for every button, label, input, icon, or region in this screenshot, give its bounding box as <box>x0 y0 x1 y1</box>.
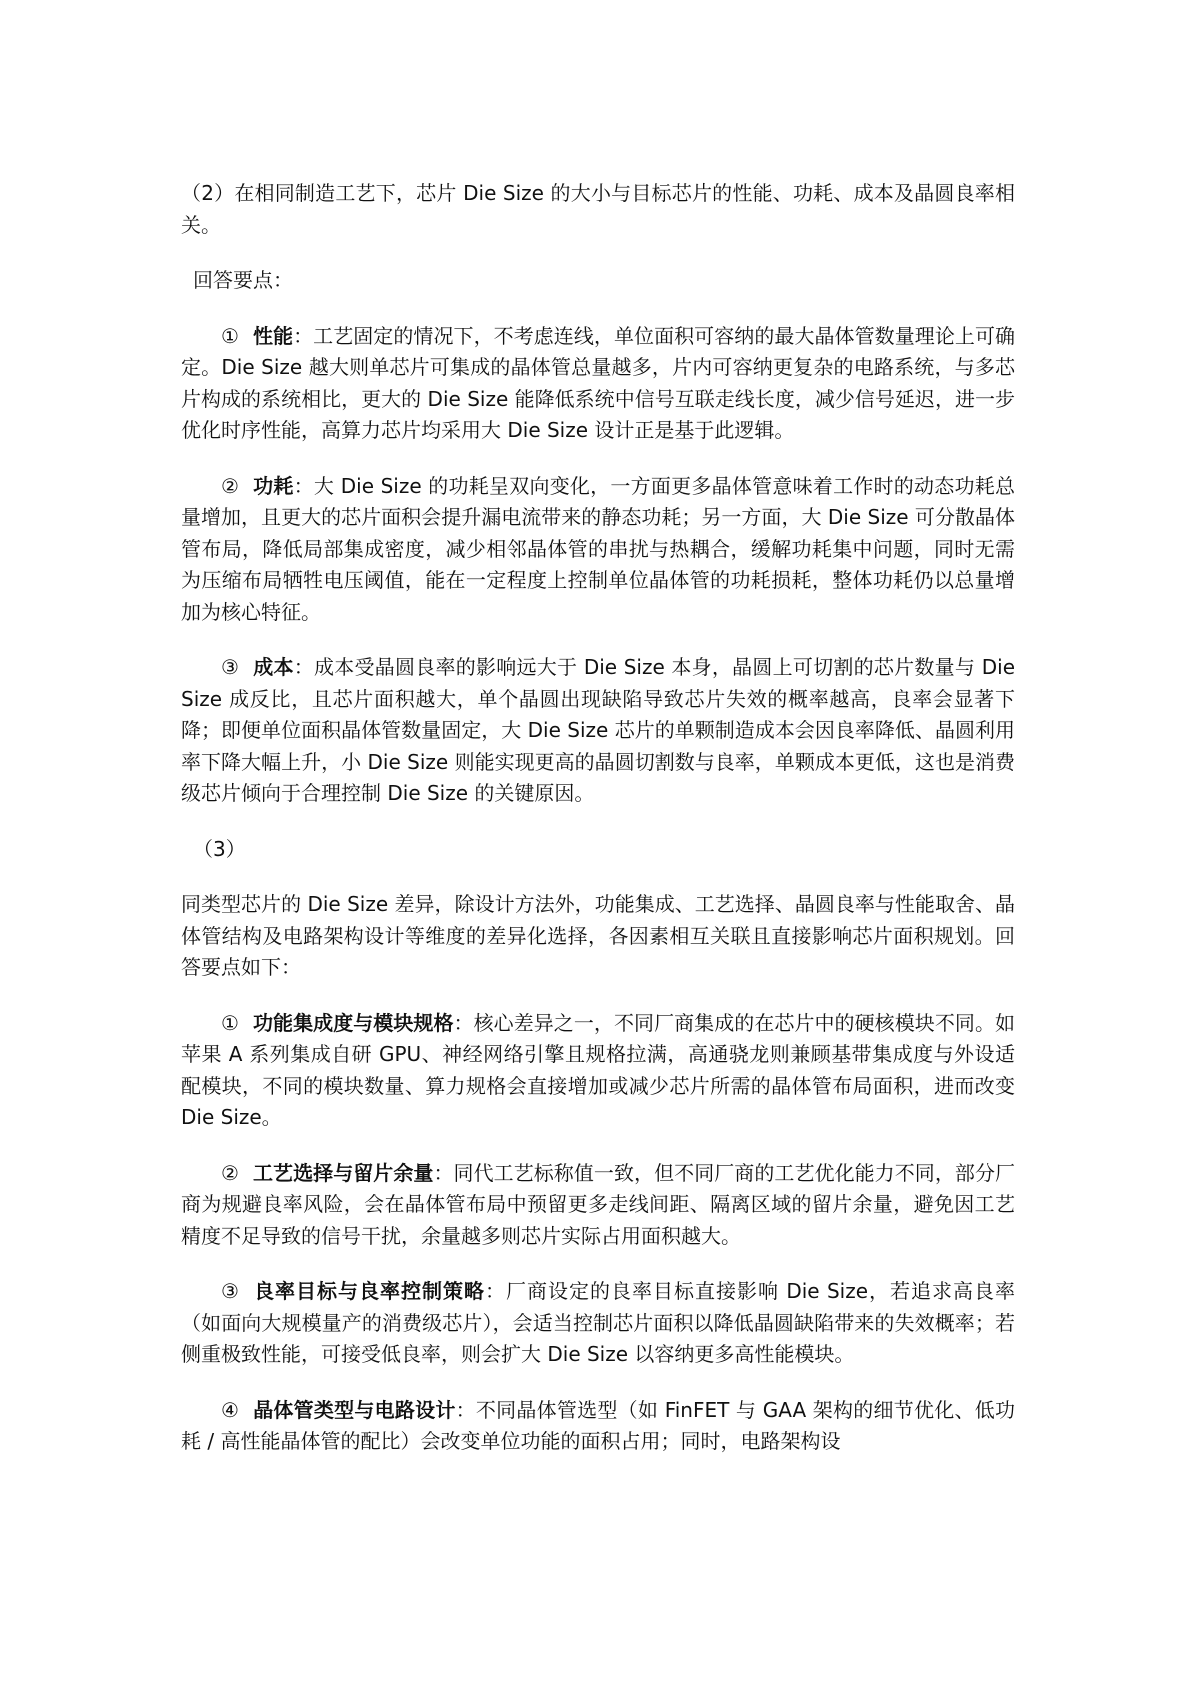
point-number: ② <box>221 473 240 498</box>
section-3-label: （3） <box>193 836 246 861</box>
section-2-intro: （2）在相同制造工艺下，芯片 Die Size 的大小与目标芯片的性能、功耗、成本及晶圆良率相关。 <box>181 181 1015 237</box>
point-heading: 功耗 <box>253 473 294 498</box>
section-3-point-yield <box>181 1276 1015 1371</box>
section-2-point-performance <box>181 321 1015 447</box>
point-number: ② <box>221 1160 239 1185</box>
point-heading: 良率目标与良率控制策略 <box>253 1279 485 1303</box>
section-2-point-power <box>181 471 1015 629</box>
point-text: ：不同晶体管选型（如 FinFET 与 GAA 架构的细节优化、低功耗 / 高性能晶体管的配比）会改变单位功能的面积占用；同时，电路架构设 <box>181 1397 1015 1453</box>
point-text: ：工艺固定的情况下，不考虑连线，单位面积可容纳的最大晶体管数量理论上可确定。Die Size 越大则单芯片可集成的晶体管总量越多，片内可容纳更复杂的电路系统，与多芯片构成的系统相比，更大的 Die Size 能降低系统中信号互联走线长度，减少信号延迟，进一步优化时序性能，高算力芯片均采用大 Die Size 设计正是基于此逻辑。 <box>181 323 1015 442</box>
section-3-point-process <box>181 1158 1015 1253</box>
section-2-point-cost <box>181 652 1015 810</box>
point-heading: 功能集成度与模块规格 <box>252 1010 454 1035</box>
point-number: ① <box>221 323 239 348</box>
section-3-intro: 同类型芯片的 Die Size 差异，除设计方法外，功能集成、工艺选择、晶圆良率与性能取舍、晶体管结构及电路架构设计等维度的差异化选择，各因素相互关联且直接影响芯片面积规划。回答要点如下： <box>181 892 1015 979</box>
point-number: ③ <box>221 1279 240 1303</box>
point-heading: 成本 <box>253 655 294 679</box>
point-number: ③ <box>221 655 240 679</box>
point-text: ：核心差异之一，不同厂商集成的在芯片中的硬核模块不同。如苹果 A 系列集成自研 GPU、神经网络引擎且规格拉满，高通骁龙则兼顾基带集成度与外设适配模块，不同的模块数量、算力规格会直接增加或减少芯片所需的晶体管布局面积，进而改变 Die Size。 <box>181 1010 1015 1129</box>
point-heading: 晶体管类型与电路设计 <box>253 1397 456 1422</box>
point-heading: 性能 <box>252 323 294 348</box>
point-heading: 工艺选择与留片余量 <box>252 1160 434 1185</box>
document-page <box>181 178 1015 1458</box>
section-3-point-transistor <box>181 1395 1015 1458</box>
point-number: ④ <box>221 1397 240 1422</box>
point-text: ：厂商设定的良率目标直接影响 Die Size，若追求高良率（如面向大规模量产的消费级芯片），会适当控制芯片面积以降低晶圆缺陷带来的失效概率；若侧重极致性能，可接受低良率，则会扩大 Die Size 以容纳更多高性能模块。 <box>181 1279 1016 1366</box>
point-text: ：成本受晶圆良率的影响远大于 Die Size 本身，晶圆上可切割的芯片数量与 Die Size 成反比，且芯片面积越大，单个晶圆出现缺陷导致芯片失效的概率越高，良率会显著下降；即便单位面积晶体管数量固定，大 Die Size 芯片的单颗制造成本会因良率降低、晶圆利用率下降大幅上升，小 Die Size 则能实现更高的晶圆切割数与良率，单颗成本更低，这也是消费级芯片倾向于合理控制 Die Size 的关键原因。 <box>181 655 1016 805</box>
point-text: ：大 Die Size 的功耗呈双向变化，一方面更多晶体管意味着工作时的动态功耗总量增加，且更大的芯片面积会提升漏电流带来的静态功耗；另一方面，大 Die Size 可分散晶体管布局，降低局部集成密度，减少相邻晶体管的串扰与热耦合，缓解功耗集中问题，同时无需为压缩布局牺牲电压阈值，能在一定程度上控制单位晶体管的功耗损耗，整体功耗仍以总量增加为核心特征。 <box>181 473 1015 624</box>
point-number: ① <box>221 1010 239 1035</box>
point-text: ：同代工艺标称值一致，但不同厂商的工艺优化能力不同，部分厂商为规避良率风险，会在晶体管布局中预留更多走线间距、隔离区域的留片余量，避免因工艺精度不足导致的信号干扰，余量越多则芯片实际占用面积越大。 <box>181 1160 1016 1248</box>
section-3-point-integration <box>181 1008 1015 1134</box>
section-2-label: 回答要点： <box>193 268 293 292</box>
